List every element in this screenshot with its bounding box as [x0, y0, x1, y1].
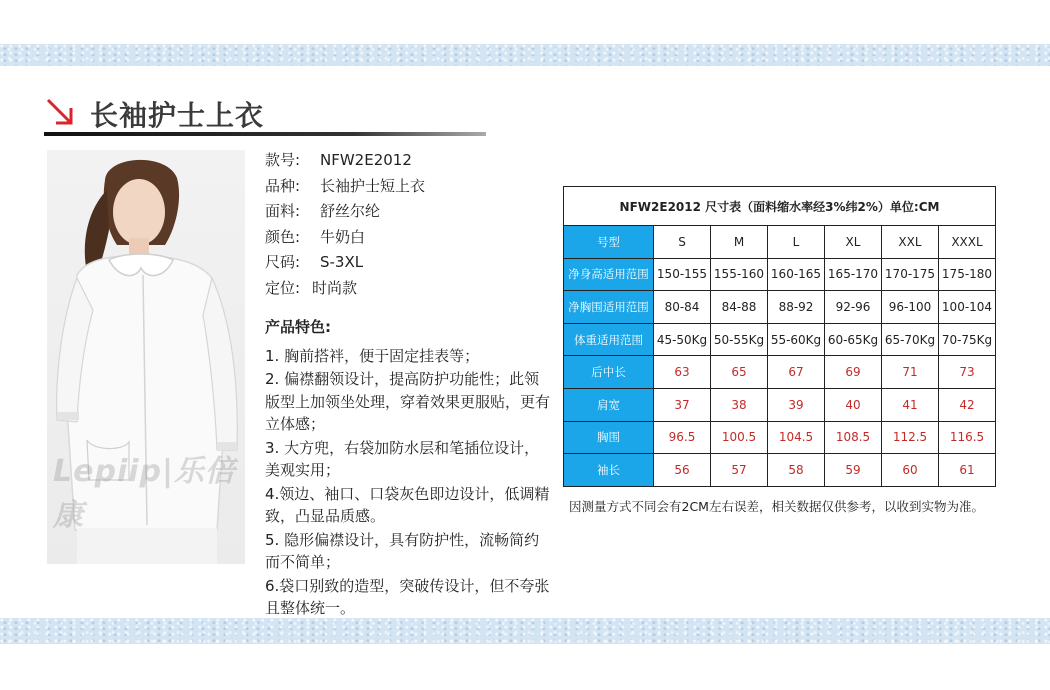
size-cell: 96-100 — [882, 291, 939, 324]
product-photo — [47, 150, 245, 564]
info-value: 舒丝尔纶 — [320, 202, 381, 220]
size-row-header: 体重适用范围 — [564, 323, 654, 356]
size-table-row — [564, 356, 996, 389]
size-cell: 96.5 — [654, 421, 711, 454]
size-cell: 155-160 — [711, 258, 768, 291]
size-table-caption-row — [564, 187, 996, 226]
size-row-header: 净胸围适用范围 — [564, 291, 654, 324]
size-cell: 70-75Kg — [939, 323, 996, 356]
size-table-body — [564, 226, 996, 487]
size-cell: 112.5 — [882, 421, 939, 454]
top-decorative-band — [0, 44, 1050, 66]
size-cell: 59 — [825, 454, 882, 487]
size-row-header: 后中长 — [564, 356, 654, 389]
size-cell: 69 — [825, 356, 882, 389]
size-cell: 42 — [939, 388, 996, 421]
size-cell: 60 — [882, 454, 939, 487]
size-cell: 88-92 — [768, 291, 825, 324]
info-value: S-3XL — [320, 253, 364, 271]
size-row-header: 袖长 — [564, 454, 654, 487]
info-row-positioning — [265, 276, 425, 302]
info-value: 牛奶白 — [320, 227, 366, 246]
size-cell: 84-88 — [711, 291, 768, 324]
size-cell: 100.5 — [711, 421, 768, 454]
feature-item: 4.领边、袖口、口袋灰色即边设计，低调精致，凸显品质感。 — [265, 484, 550, 525]
info-value: NFW2E2012 — [320, 151, 412, 169]
size-row-header: 号型 — [564, 226, 654, 259]
info-row-style-no — [265, 148, 425, 174]
size-cell: 57 — [711, 454, 768, 487]
size-row-header: 胸围 — [564, 421, 654, 454]
size-cell: 80-84 — [654, 291, 711, 324]
size-cell: 65 — [711, 356, 768, 389]
size-cell: XL — [825, 226, 882, 259]
size-cell: 73 — [939, 356, 996, 389]
size-cell: 92-96 — [825, 291, 882, 324]
size-cell: 104.5 — [768, 421, 825, 454]
size-cell: 108.5 — [825, 421, 882, 454]
size-table-row — [564, 226, 996, 259]
size-cell: 39 — [768, 388, 825, 421]
info-label: 定位: — [265, 278, 301, 297]
info-row-fabric — [265, 199, 425, 225]
measurement-note: 因测量方式不同会有2CM左右误差，相关数据仅供参考，以收到实物为准。 — [569, 499, 984, 514]
size-table-row — [564, 421, 996, 454]
size-cell: 45-50Kg — [654, 323, 711, 356]
size-cell: 40 — [825, 388, 882, 421]
size-cell: 41 — [882, 388, 939, 421]
features-heading: 产品特色: — [265, 318, 331, 336]
info-row-variety — [265, 174, 425, 200]
size-cell: 150-155 — [654, 258, 711, 291]
info-value: 长袖护士短上衣 — [320, 176, 426, 195]
product-info-list — [265, 148, 425, 301]
size-table-row — [564, 323, 996, 356]
size-cell: 50-55Kg — [711, 323, 768, 356]
size-cell: 55-60Kg — [768, 323, 825, 356]
info-row-color — [265, 225, 425, 251]
size-cell: L — [768, 226, 825, 259]
title-area — [44, 92, 486, 138]
size-table-row — [564, 258, 996, 291]
size-cell: 100-104 — [939, 291, 996, 324]
feature-item: 3. 大方兜，右袋加防水层和笔插位设计，美观实用； — [265, 438, 540, 479]
size-cell: 37 — [654, 388, 711, 421]
info-label: 颜色: — [265, 227, 301, 246]
page-title: 长袖护士上衣 — [90, 99, 265, 132]
size-table-row — [564, 388, 996, 421]
bottom-decorative-band — [0, 618, 1050, 644]
size-cell: S — [654, 226, 711, 259]
info-row-size — [265, 250, 425, 276]
size-cell: M — [711, 226, 768, 259]
size-cell: 56 — [654, 454, 711, 487]
size-cell: 58 — [768, 454, 825, 487]
feature-item: 6.袋口别致的造型，突破传设计，但不夸张且整体统一。 — [265, 576, 550, 617]
size-cell: 170-175 — [882, 258, 939, 291]
size-cell: 71 — [882, 356, 939, 389]
size-cell: 60-65Kg — [825, 323, 882, 356]
size-cell: 175-180 — [939, 258, 996, 291]
info-label: 面料: — [265, 202, 301, 220]
arrow-down-right-icon — [44, 96, 76, 128]
features-section — [265, 316, 550, 621]
size-cell: 61 — [939, 454, 996, 487]
size-table — [563, 186, 996, 487]
feature-item: 1. 胸前搭袢，便于固定挂表等； — [265, 346, 480, 365]
title-divider — [44, 132, 486, 136]
info-value: 时尚款 — [312, 278, 358, 297]
info-label: 尺码: — [265, 253, 301, 271]
size-cell: 38 — [711, 388, 768, 421]
size-row-header: 净身高适用范围 — [564, 258, 654, 291]
feature-item: 2. 偏襟翻领设计，提高防护功能性；此领版型上加领坐处理，穿着效果更服贴，更有立体感； — [265, 370, 551, 433]
info-label: 款号: — [265, 151, 301, 169]
size-cell: 63 — [654, 356, 711, 389]
size-cell: 116.5 — [939, 421, 996, 454]
size-cell: 67 — [768, 356, 825, 389]
feature-item: 5. 隐形偏襟设计，具有防护性，流畅简约而不简单； — [265, 530, 540, 571]
size-cell: XXL — [882, 226, 939, 259]
size-row-header: 肩宽 — [564, 388, 654, 421]
size-cell: 65-70Kg — [882, 323, 939, 356]
size-cell: XXXL — [939, 226, 996, 259]
size-cell: 160-165 — [768, 258, 825, 291]
brand-watermark: Lepiip|乐倍康 — [53, 454, 236, 533]
info-label: 品种: — [265, 176, 301, 195]
size-cell: 165-170 — [825, 258, 882, 291]
size-table-caption: NFW2E2012 尺寸表（面料缩水率经3%纬2%）单位:CM — [564, 187, 996, 226]
size-table-row — [564, 291, 996, 324]
size-table-row — [564, 454, 996, 487]
